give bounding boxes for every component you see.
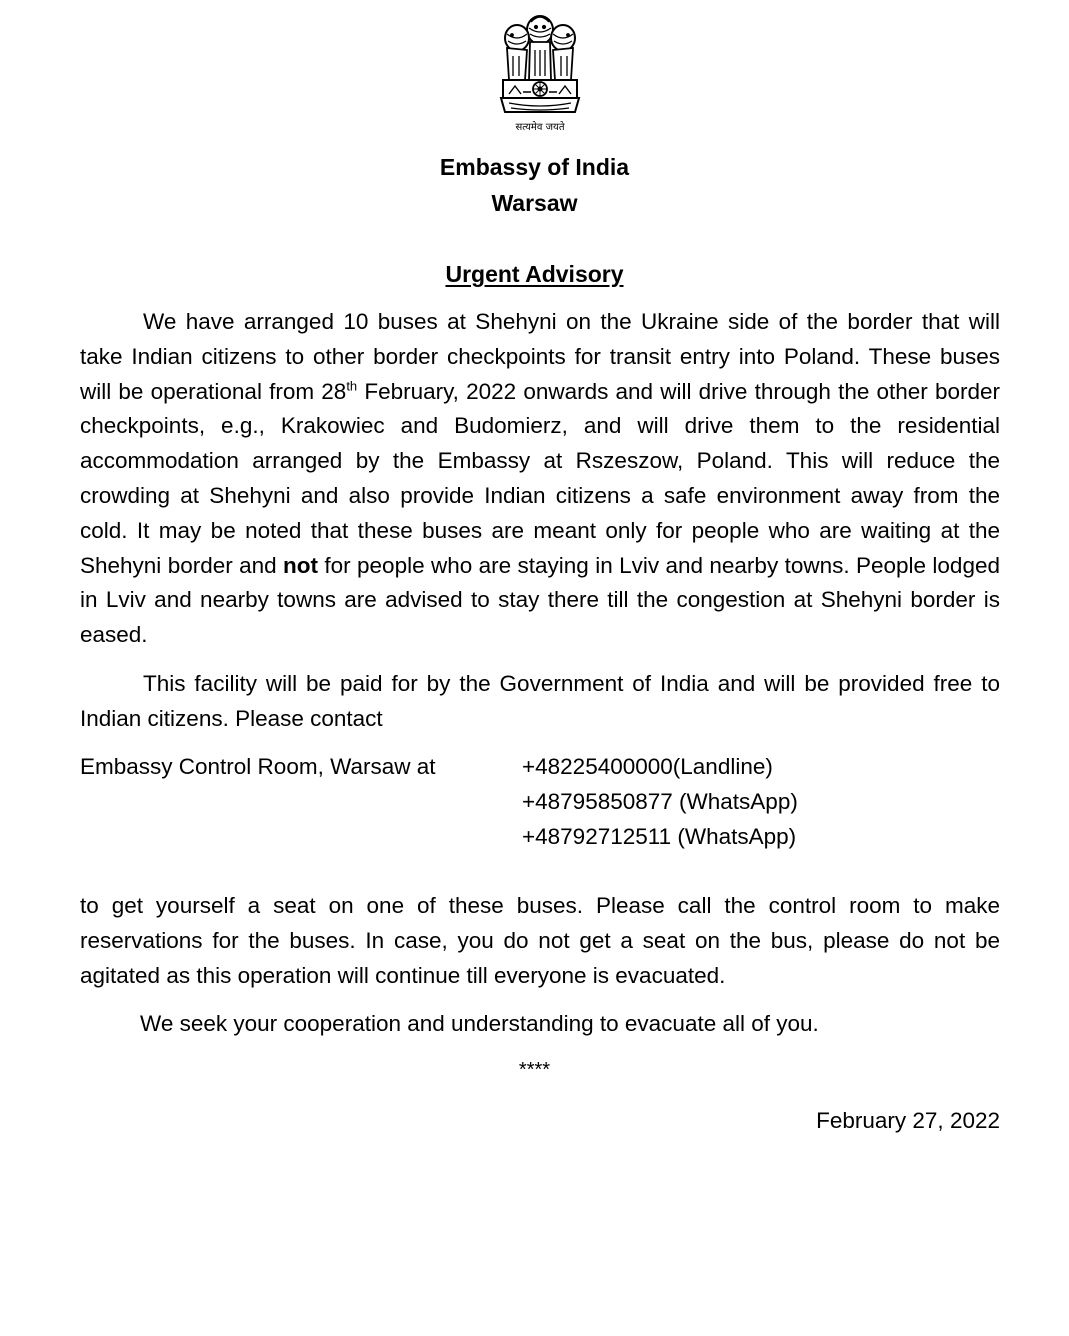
paragraph-text: for people who are staying in Lviv and nearby towns. People lodged in Lviv and nearby towns are advised to stay there till the congestion at Shehyni border is eased.	[80, 552, 1000, 648]
advisory-title: Urgent Advisory	[445, 261, 624, 287]
control-room-label: Embassy Control Room, Warsaw at	[80, 754, 436, 779]
emblem-motto: सत्यमेव जयते	[515, 122, 565, 133]
ordinal-suffix: th	[346, 378, 358, 394]
phone-whatsapp-2: +48792712511 (WhatsApp)	[522, 823, 797, 849]
embassy-city: Warsaw	[491, 190, 578, 216]
lion-capital-emblem-icon	[495, 8, 585, 126]
phone-whatsapp-1: +48795850877 (WhatsApp)	[522, 788, 798, 814]
paragraph-reservations: to get yourself a seat on one of these buses. Please call the control room to make reservations for the buses. In case, you do not get a seat on the bus, please do not be agitated as this operation will continue till everyone is evacuated.	[80, 893, 1000, 988]
national-emblem	[495, 8, 585, 138]
emphasis-not: not	[283, 552, 319, 578]
paragraph-text: We have arranged 10 buses at Shehyni on the Ukraine side of the border that will take Indian citizens to other border checkpoints for transit entry into Poland. These buses will be operational from 28	[80, 309, 1000, 404]
contact-numbers	[522, 750, 798, 854]
embassy-name: Embassy of India	[439, 154, 630, 180]
separator-stars: ****	[518, 1059, 551, 1081]
advisory-date: February 27, 2022	[816, 1108, 1000, 1133]
phone-landline: +48225400000(Landline)	[522, 754, 773, 779]
paragraph-cooperation: We seek your cooperation and understanding to evacuate all of you.	[140, 1011, 819, 1036]
paragraph-text: February, 2022 onwards and will drive through the other border checkpoints, e.g., Krakowiec and Budomierz, and will drive them to the residential accommodation arranged by the Embassy at Rszeszow, Poland. This will reduce the crowding at Shehyni and also provide Indian citizens a safe environment away from the cold. It may be noted that these buses are meant only for people who are waiting at the Shehyni border and	[80, 378, 1000, 578]
paragraph-bus-arrangement	[80, 305, 1000, 653]
paragraph-facility: This facility will be paid for by the Government of India and will be provided free to Indian citizens. Please contact	[80, 671, 1000, 731]
